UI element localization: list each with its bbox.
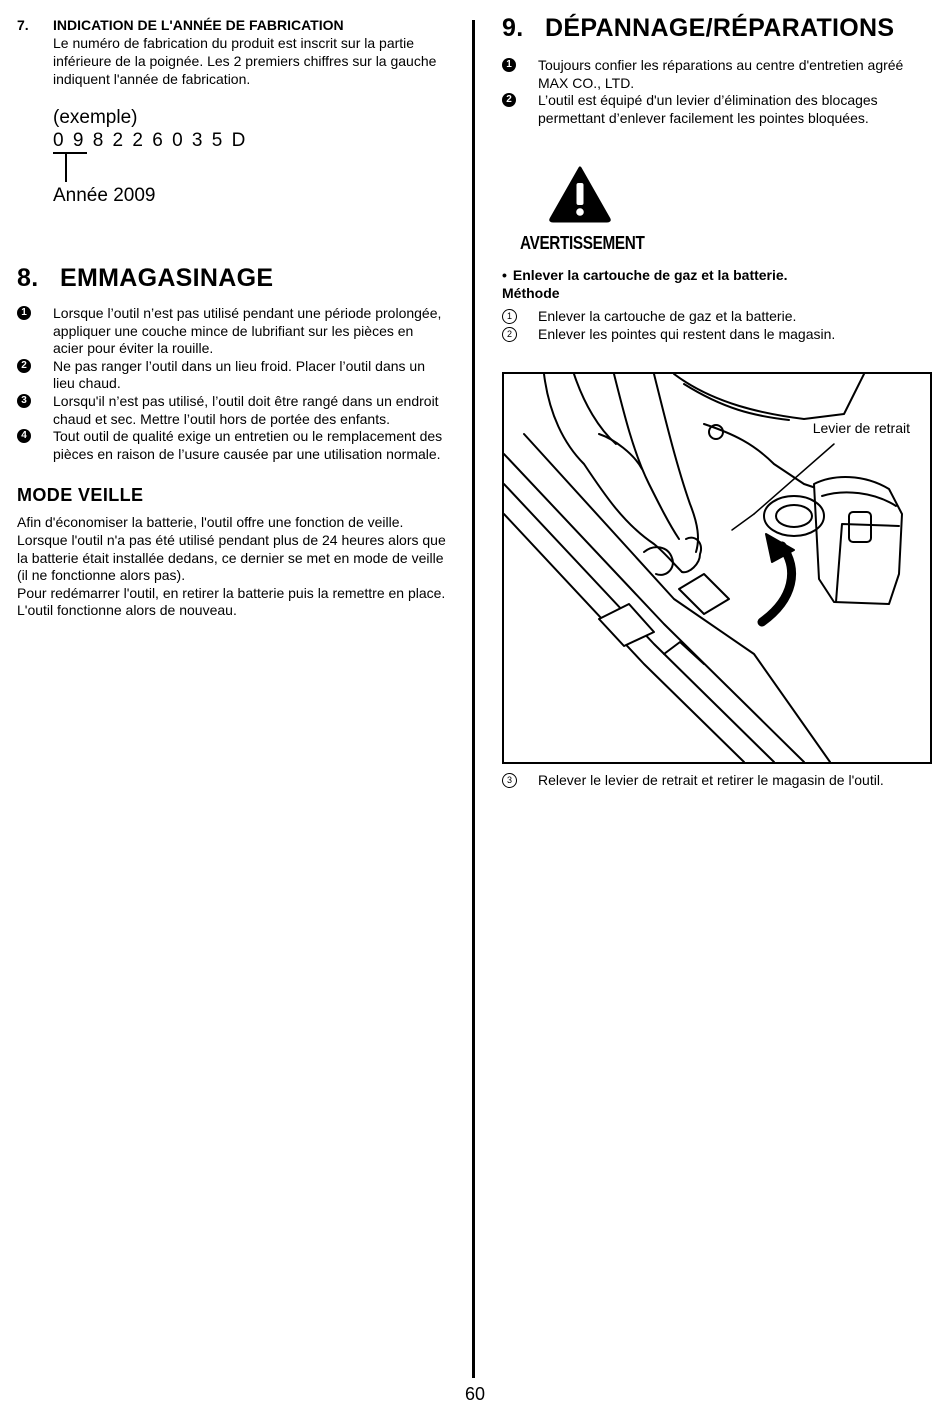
list-item: 3 Lorsqu'il n’est pas utilisé, l’outil doit être rangé dans un endroit chaud et sec. Mettre l’outil hors de portée des enfants. bbox=[17, 393, 447, 428]
column-divider bbox=[472, 20, 475, 1378]
method-label: Méthode bbox=[502, 285, 560, 302]
figure-lever-illustration bbox=[502, 372, 932, 764]
serial-number bbox=[53, 130, 447, 152]
section-8-title: 8. EMMAGASINAGE bbox=[17, 264, 274, 292]
list-item: 1 Enlever la cartouche de gaz et la batterie. bbox=[502, 308, 934, 326]
list-item: 2 Ne pas ranger l’outil dans un lieu froid. Placer l’outil dans un lieu chaud. bbox=[17, 358, 447, 393]
mode-veille-title: MODE VEILLE bbox=[17, 485, 144, 506]
method-steps bbox=[502, 308, 934, 343]
section-7 bbox=[17, 16, 447, 88]
mode-veille-para-1: Afin d'économiser la batterie, l'outil offre une fonction de veille. Lorsque l'outil n'a pas été utilisé pendant plus de 24 heures alors que la batterie était installée dedans, ce dernier se met en mode de veille (il ne fonctionne alors pas). bbox=[17, 514, 446, 584]
step-3 bbox=[502, 772, 934, 790]
section-7-number: 7. bbox=[17, 17, 29, 33]
warning-bullet: • Enlever la cartouche de gaz et la batterie. bbox=[502, 267, 788, 284]
figure-label: Levier de retrait bbox=[812, 419, 910, 436]
section-7-heading: INDICATION DE L'ANNÉE DE FABRICATION bbox=[53, 17, 344, 33]
list-item: 3 Relever le levier de retrait et retirer le magasin de l'outil. bbox=[502, 772, 934, 790]
serial-text: 0 9 8 2 2 6 0 3 5 D bbox=[53, 130, 248, 151]
list-item: 1 Lorsque l’outil n’est pas utilisé pendant une période prolongée, appliquer une couche mince de lubrifiant sur les pièces en acier pour éviter la rouille. bbox=[17, 305, 447, 358]
left-column bbox=[17, 16, 447, 620]
mode-veille-para-2: Pour redémarrer l'outil, en retirer la batterie puis la remettre en place. L'outil fonctionne alors de nouveau. bbox=[17, 584, 446, 619]
list-item: 2 L’outil est équipé d'un levier d’élimination des blocages permettant d’enlever facilement les pointes bloquées. bbox=[502, 92, 934, 127]
example-label: (exemple) bbox=[53, 107, 138, 128]
list-item: 4 Tout outil de qualité exige un entretien ou le remplacement des pièces en raison de l’usure causée par une utilisation normale. bbox=[17, 428, 447, 463]
section-8-list bbox=[17, 305, 447, 463]
list-item: 1 Toujours confier les réparations au centre d'entretien agréé MAX CO., LTD. bbox=[502, 57, 934, 92]
section-7-body: Le numéro de fabrication du produit est inscrit sur la partie inférieure de la poignée. Les 2 premiers chiffres sur la gauche indiquent l'année de fabrication. bbox=[53, 35, 437, 87]
section-9-list bbox=[502, 57, 934, 127]
list-item: 2 Enlever les pointes qui restent dans le magasin. bbox=[502, 326, 934, 344]
page-number: 60 bbox=[464, 1384, 486, 1404]
warning-label: AVERTISSEMENT bbox=[520, 233, 645, 254]
year-label: Année 2009 bbox=[53, 185, 156, 206]
serial-year-pointer bbox=[53, 152, 447, 184]
right-column bbox=[502, 14, 934, 789]
section-9-title: 9. DÉPANNAGE/RÉPARATIONS bbox=[502, 14, 895, 42]
warning-triangle-icon bbox=[548, 165, 612, 223]
